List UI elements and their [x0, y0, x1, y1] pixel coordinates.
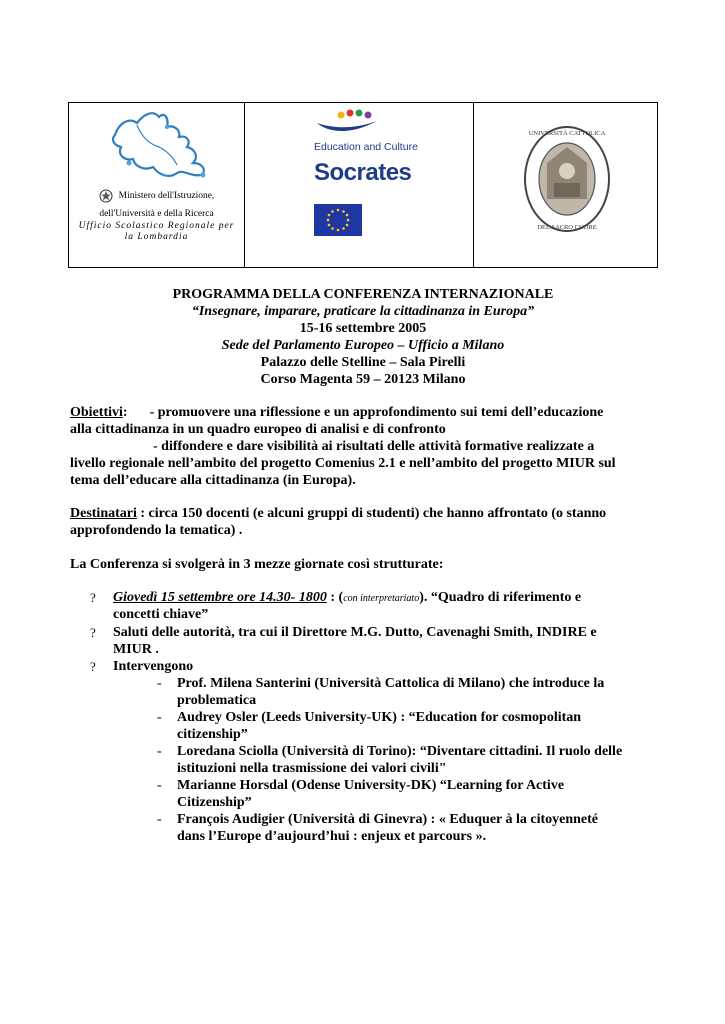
ministry-cell [69, 103, 245, 267]
bullet-2-line1: Saluti delle autorità, tra cui il Direttore M.G. Dutto, Cavenaghi Smith, INDIRE e [113, 625, 597, 640]
socrates-title: Socrates [314, 159, 412, 186]
bullet-3: Intervengono [113, 659, 194, 674]
speaker-4b: Citizenship” [177, 795, 252, 810]
regional-office: Ufficio Scolastico Regionale per la Lombardia [78, 221, 235, 242]
conference-subtitle: “Insegnare, imparare, praticare la cittadinanza in Europa” [191, 304, 535, 319]
speaker-1a: Prof. Milena Santerini (Università Cattolica di Milano) che introduce la [177, 676, 605, 691]
ministry-name-line1: Ministero dell'Istruzione, [118, 191, 215, 201]
lombardia-map-logo [107, 105, 217, 185]
recipients-text-b: approfondendo la tematica) . [70, 523, 243, 538]
bullet-marker: ? [90, 590, 96, 605]
bullet-1-date: Giovedì 15 settembre ore 14.30- 1800 [113, 590, 327, 605]
conference-venue: Sede del Parlamento Europeo – Ufficio a Milano [221, 338, 505, 353]
objective-1b: alla cittadinanza in un quadro europeo di analisi e di confronto [70, 422, 446, 437]
objective-2c: tema dell’educare alla cittadinanza (in Europa). [70, 473, 356, 488]
italian-emblem-icon [99, 189, 113, 203]
universita-cattolica-seal [522, 123, 612, 235]
objective-1a: - promuovere una riflessione e un approfondimento sui temi dell’educazione [149, 405, 604, 420]
speaker-2b: citizenship” [177, 727, 248, 742]
svg-text:DEL SACRO CUORE: DEL SACRO CUORE [537, 224, 597, 231]
objectives-line1 [70, 404, 655, 421]
bullet-1 [113, 589, 658, 607]
objectives-label: Obiettivi [70, 405, 123, 420]
speaker-2a: Audrey Osler (Leeds University-UK) : “Education for cosmopolitan [177, 710, 582, 725]
recipients-line1 [70, 505, 655, 522]
bullet-1-rest: ). “Quadro di riferimento e [419, 590, 582, 605]
speaker-marker: - [157, 744, 162, 759]
bullet-2-line2: MIUR . [113, 642, 159, 657]
eu-flag-icon [314, 204, 362, 236]
speaker-marker: - [157, 676, 162, 691]
objectives-colon: : [122, 405, 128, 420]
university-cell [474, 103, 657, 267]
speaker-3a: Loredana Sciolla (Università di Torino): “Diventare cittadini. Il ruolo delle [177, 744, 623, 759]
conference-title: PROGRAMMA DELLA CONFERENZA INTERNAZIONALE [172, 287, 554, 302]
header-table [68, 102, 658, 268]
conference-address: Corso Magenta 59 – 20123 Milano [260, 372, 466, 387]
bullet-marker: ? [90, 625, 96, 640]
ministry-block [69, 189, 244, 243]
speaker-4a: Marianne Horsdal (Odense University-DK) “Learning for Active [177, 778, 565, 793]
bullet-marker: ? [90, 659, 96, 674]
socrates-cell [245, 103, 474, 267]
recipients-label: Destinatari [70, 506, 137, 521]
svg-text:UNIVERSITÀ CATTOLICA: UNIVERSITÀ CATTOLICA [528, 130, 606, 137]
structure-intro: La Conferenza si svolgerà in 3 mezze giornate così strutturate: [70, 557, 444, 572]
education-culture-text: Education and Culture [314, 141, 418, 153]
ministry-name-line2: dell'Università e della Ricerca [99, 209, 214, 219]
speaker-3b: istituzioni nella trasmissione dei valori civili" [177, 761, 447, 776]
speaker-5a: François Audigier (Università di Ginevra) : « Eduquer à la citoyenneté [177, 812, 599, 827]
bullet-1-interpreting: con interpretariato [343, 593, 420, 604]
speaker-marker: - [157, 812, 162, 827]
speaker-marker: - [157, 778, 162, 793]
conference-dates: 15-16 settembre 2005 [299, 321, 427, 336]
objective-2a: - diffondere e dare visibilità ai risultati delle attività formative realizzate a [153, 439, 595, 454]
recipients-text-a: : circa 150 docenti (e alcuni gruppi di studenti) che hanno affrontato (o stanno [136, 506, 607, 521]
speaker-marker: - [157, 710, 162, 725]
objective-2b: livello regionale nell’ambito del progetto Comenius 2.1 e nell’ambito del progetto MIUR sul [70, 456, 616, 471]
speaker-1b: problematica [177, 693, 257, 708]
conference-hall: Palazzo delle Stelline – Sala Pirelli [260, 355, 466, 370]
education-culture-logo [315, 107, 385, 137]
bullet-1-line2: concetti chiave” [113, 607, 209, 622]
bullet-1-mid: : ( [326, 590, 344, 605]
speaker-5b: dans l’Europe d’aujourd’hui : enjeux et parcours ». [177, 829, 487, 844]
